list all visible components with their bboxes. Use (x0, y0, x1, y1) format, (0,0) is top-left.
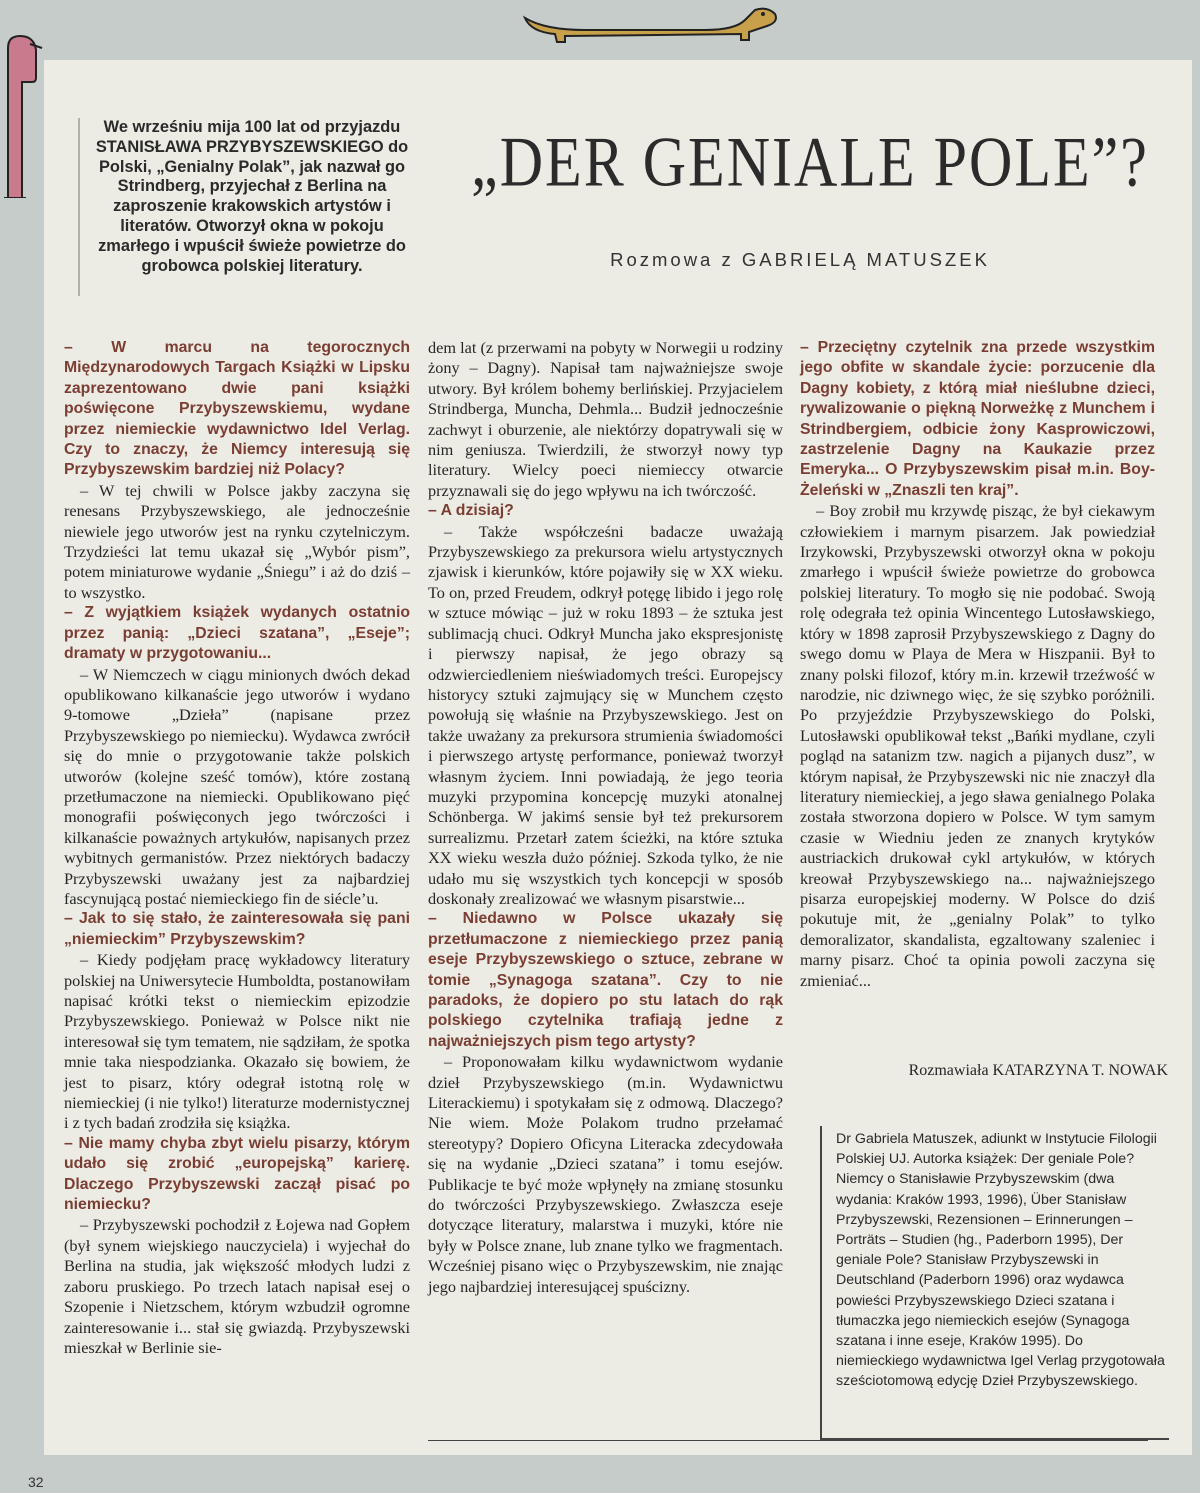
dachshund-illustration (505, 0, 785, 44)
interview-question: – Z wyjątkiem książek wydanych ostatnio przez panią: „Dzieci szatana”, „Eseje”; dramaty w przygotowaniu... (64, 604, 410, 663)
interview-question: – Jak to się stało, że zainteresowała się pani „niemieckim” Przybyszewskim? (64, 910, 410, 948)
interview-question: – Niedawno w Polsce ukazały się przetłumaczone z niemieckiego przez panią eseje Przybyszewskiego o sztuce, zebrane w tomie „Synagoga szatana”. Czy to nie paradoks, że dopiero po stu latach do rąk polskiego czytelnika trafiają jedne z najważniejszych pism tego artysty? (428, 910, 783, 1050)
article-title: „DER GENIALE POLE”? (471, 123, 1149, 202)
interview-question: – Nie mamy chyba zbyt wielu pisarzy, którym udało się zrobić „europejską” karierę. Dlaczego Przybyszewski zaczął pisać po niemiecku? (64, 1134, 410, 1214)
bottom-divider (428, 1440, 1148, 1441)
article-column-2 (428, 338, 783, 1297)
article-subtitle: Rozmowa z GABRIELĄ MATUSZEK (610, 249, 990, 270)
article-column-3 (800, 338, 1155, 991)
lead-divider (78, 118, 80, 296)
author-bio-text: Dr Gabriela Matuszek, adiunkt w Instytucie Filologii Polskiej UJ. Autorka książek: Der geniale Pole? Niemcy o Stanisławie Przybyszewskim (dwa wydania: Kraków 1993, 1996), Über Stanisław Przybyszewski, Rezensionen – Erinnerungen – Porträts – Studien (hg., Paderborn 1995), Der geniale Pole? Stanisław Przybyszewski in Deutschland (Paderborn 1996) oraz wydawca powieści Przybyszewskiego Dzieci szatana i tłumaczka jego niemieckich esejów (Synagoga szatana i inne eseje, Kraków 1995). Do niemieckiego wydawnictwa Igel Verlag przygotowała sześciotomową edycję Dzieł Przybyszewskiego. (836, 1131, 1165, 1390)
interview-answer: – Kiedy podjęłam pracę wykładowcy literatury polskiej na Uniwersytecie Humboldta, postanowiłam napisać krótki tekst o niemieckim epizodzie Przybyszewskiego. Ponieważ w Polsce nikt nie interesował się tym tematem, nie sądziłam, że spotka mnie taka niespodzianka. Okazało się bowiem, że jest to pisarz, który odegrał istotną rolę w niemieckiej (i nie tylko!) literaturze modernistycznej i z tych badań zrodziła się książka. (64, 950, 410, 1133)
lead-paragraph (92, 118, 412, 276)
lead-text: We wrześniu mija 100 lat od przyjazdu STANISŁAWA PRZYBYSZEWSKIEGO do Polski, „Genialny Polak”, jak nazwał go Strindberg, przyjechał z Berlina na zaproszenie krakowskich artystów i literatów. Otworzył okna w pokoju zmarłego i wpuścił świeże powietrze do grobowca polskiej literatury. (95, 118, 409, 275)
interview-question: – W marcu na tegorocznych Międzynarodowych Targach Książki w Lipsku zaprezentowano dwie pani książki poświęcone Przybyszewskiemu, wydane przez niemieckie wydawnictwo Idel Verlag. Czy to znaczy, że Niemcy interesują się Przybyszewskim bardziej niż Polacy? (64, 339, 410, 479)
interview-answer: – Boy zrobił mu krzywdę pisząc, że był ciekawym człowiekiem i marnym pisarzem. Jak powiedział Irzykowski, Przybyszewski otworzył okna w pokoju zmarłego i wpuścił świeże powietrze do grobowca polskiej literatury. To mogło się nie podobać. Swoją rolę odegrała też opinia Wincentego Lutosławskiego, który w 1898 zaprosił Przybyszewskiego z Dagny do swego domu w Playa de Mera w Hiszpanii. Był to znany polski filozof, który m.in. krzewił trzeźwość w narodzie, nic dziwnego więc, że się szybko poróżnili. Po przyjeździe Przybyszewskiego do Polski, Lutosławski opublikował tekst „Bańki mydlane, czyli pogląd na satanizm tzw. nagich a pijanych dusz”, w którym napisał, że Przybyszewski nic nie znaczył dla literatury niemieckiej, a jego sława genialnego Polaka została stworzona dopiero w Polsce. W tym samym czasie w Wiedniu jeden ze znanych krytyków austriackich drukował cykl artykułów, w których kreował Przybyszewskiego na... najważniejszego pisarza europejskiej moderny. W Polsce do dziś pokutuje mit, że „genialny Polak” to tylko demoralizator, skandalista, egzaltowany szaleniec i marny pisarz. Choć ta opinia powoli zaczyna się zmieniać... (800, 501, 1155, 990)
interviewer-signature: Rozmawiała KATARZYNA T. NOWAK (908, 1062, 1168, 1079)
interview-answer: – Przybyszewski pochodził z Łojewa nad Gopłem (był synem wiejskiego nauczyciela) i wyjechał do Berlina na studia, jak większość młodych ludzi z zaboru pruskiego. Po trzech latach napisał esej o Szopenie i Nietzschem, którym wzbudził ogromne zainteresowanie i... stał się gwiazdą. Przybyszewski mieszkał w Berlinie sie- (64, 1215, 410, 1357)
interview-answer: – W Niemczech w ciągu minionych dwóch dekad opublikowano kilkanaście jego utworów i wydano 9-tomowe „Dzieła” (napisane przez Przybyszewskiego po niemiecku). Wydawca zwrócił się do mnie o przygotowanie także polskich utworów (kolejne sześć tomów), które zostaną przetłumaczone na niemiecki. Opublikowano pięć monografii poświęconych jego twórczości i kilkanaście poważnych artykułów, napisanych przez wybitnych germanistów. Przez niektórych badaczy Przybyszewski uważany jest za najbardziej fascynującą postać niemieckiego fin de siécle’u. (64, 664, 410, 908)
interview-answer: – W tej chwili w Polsce jakby zaczyna się renesans Przybyszewskiego, ale jednocześnie niewiele jego utworów jest na rynku czytelniczym. Trzydzieści lat temu ukazał się „Wybór pism”, potem miniaturowe wydanie „Śniegu” i aż do dziś – to wszystko. (64, 480, 410, 602)
dachshund-tail-illustration (0, 18, 46, 198)
page-number: 32 (28, 1474, 44, 1490)
interview-answer: – Także współcześni badacze uważają Przybyszewskiego za prekursora wielu artystycznych zjawisk i kierunków, które pojawiły się w XX wieku. To on, przed Freudem, odkrył potęgę libido i jego rolę w sztuce mówiąc – już w roku 1893 – że sztuka jest sublimacją chuci. Odkrył Muncha jako ekspresjonistę i pierwszy napisał, że jego obrazy są odzwierciedleniem nieświadomych treści. Europejscy historycy sztuki zajmujący się w Munchem często powołują się właśnie na Przybyszewskiego. Jest on także uważany za prekursora strumienia świadomości i pierwszego artystę performance, ponieważ tworzył własnym życiem. Inni powiadają, że jego teoria muzyki przypomina koncepcję muzyki atonalnej Schönberga. W jakimś sensie był też prekursorem surrealizmu. Przetarł zatem ścieżki, na które sztuka XX wieku weszła dużo później. Szkoda tylko, że nie udało mu się wszystkich tych koncepcji w sposób doskonały zrealizować we własnym pisarstwie... (428, 521, 783, 908)
author-bio-box (820, 1126, 1169, 1440)
interview-answer: – Proponowałam kilku wydawnictwom wydanie dzieł Przybyszewskiego (m.in. Wydawnictwu Literackiemu) i spotykałam się z odmową. Dlaczego? Nie wiem. Może Polakom trudno przełamać stereotypy? Dopiero Oficyna Literacka zdecydowała się na wydanie „Dzieci szatana” i tomu esejów. Publikacje te być może wpłynęły na zmianę stosunku do twórczości Przybyszewskiego. Zwłaszcza eseje dotyczące literatury, malarstwa i muzyki, które nie były w Polsce znane, lub znane tylko we fragmentach. Wcześniej pisano więc o Przybyszewskim, nie znając jego najbardziej interesującej spuścizny. (428, 1052, 783, 1296)
interview-answer: dem lat (z przerwami na pobyty w Norwegii u rodziny żony – Dagny). Napisał tam najważniejsze swoje utwory. Był królem bohemy berlińskiej. Przyjacielem Strindberga, Muncha, Dehmla... Budził jednocześnie zachwyt i oburzenie, ale niektórzy dopatrywali się w nim geniusza. Twierdzili, że stworzył nowy typ literatury. Wielcy poeci niemieccy otwarcie przyznawali się do jego wpływu na ich twórczość. (428, 338, 783, 500)
article-column-1 (64, 338, 410, 1358)
interview-question: – Przeciętny czytelnik zna przede wszystkim jego obfite w skandale życie: porzucenie dla Dagny kobiety, z którą miał nieślubne dzieci, rywalizowanie o piękną Norweżkę z Munchem i Strindbergiem, odbicie żony Kasprowiczowi, zastrzelenie Dagny na Kaukazie przez Emeryka... O Przybyszewskim pisał m.in. Boy-Żeleński w „Znaszli ten kraj”. (800, 339, 1155, 499)
interview-question: – A dzisiaj? (428, 502, 514, 520)
